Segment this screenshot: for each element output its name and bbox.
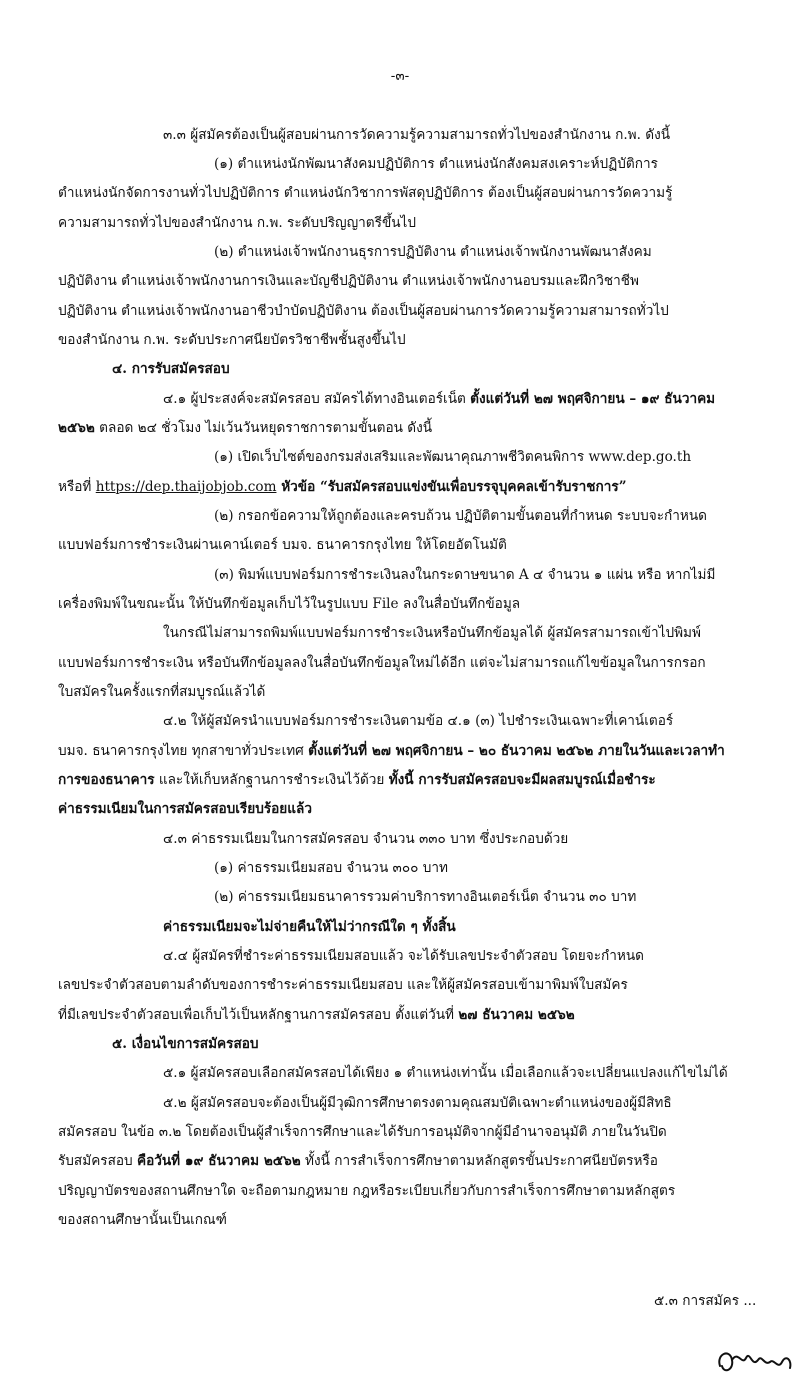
- paragraph-line: [58, 1150, 800, 1172]
- paragraph-line: แบบฟอร์มการชำระเงิน หรือบันทึกข้อมูลลงในสื่อบันทึกข้อมูลใหม่ได้อีก แต่จะไม่สามารถแก้ไขข้อมูลในการกรอก: [58, 655, 706, 671]
- text-bold: การของธนาคาร: [58, 772, 155, 788]
- paragraph-line: (๑) เปิดเว็บไซต์ของกรมส่งเสริมและพัฒนาคุณภาพชีวิตคนพิการ www.dep.go.th: [214, 449, 692, 465]
- website-link[interactable]: https://dep.thaijobjob.com: [95, 479, 277, 495]
- paragraph-line: เลขประจำตัวสอบตามลำดับของการชำระค่าธรรมเนียมสอบ และให้ผู้สมัครสอบเข้ามาพิมพ์ใบสมัคร: [58, 977, 628, 993]
- section-4-3-line: ๔.๓ ค่าธรรมเนียมในการสมัครสอบ จำนวน ๓๓๐ บาท ซึ่งประกอบด้วย: [163, 831, 569, 847]
- date-range-bold: ตั้งแต่วันที่ ๒๗ พฤศจิกายน – ๑๙ ธันวาคม: [470, 391, 716, 407]
- paragraph-line: สมัครสอบ ในข้อ ๓.๒ โดยต้องเป็นผู้สำเร็จการศึกษาและได้รับการอนุมัติจากผู้มีอำนาจอนุมัติ ภายในวันปิด: [58, 1124, 667, 1140]
- paragraph-line: (๑) ตำแหน่งนักพัฒนาสังคมปฏิบัติการ ตำแหน่งนักสังคมสงเคราะห์ปฏิบัติการ: [214, 156, 658, 172]
- paragraph-line: (๒) ตำแหน่งเจ้าพนักงานธุรการปฏิบัติงาน ตำแหน่งเจ้าพนักงานพัฒนาสังคม: [214, 244, 652, 260]
- paragraph-line: ตำแหน่งนักจัดการงานทั่วไปปฏิบัติการ ตำแหน่งนักวิชาการพัสดุปฏิบัติการ ต้องเป็นผู้สอบผ่านการวัดความรู้: [58, 185, 673, 201]
- page-number: -๓-: [390, 68, 410, 84]
- text-run: ที่มีเลขประจำตัวสอบเพื่อเก็บไว้เป็นหลักฐานการสมัครสอบ ตั้งแต่วันที่: [58, 1007, 459, 1023]
- paragraph-line: แบบฟอร์มการชำระเงินผ่านเคาน์เตอร์ บมจ. ธนาคารกรุงไทย ให้โดยอัตโนมัติ: [58, 537, 507, 553]
- paragraph-line: ของสำนักงาน ก.พ. ระดับประกาศนียบัตรวิชาชีพชั้นสูงขึ้นไป: [58, 332, 406, 348]
- section-5-1-line: ๕.๑ ผู้สมัครสอบเลือกสมัครสอบได้เพียง ๑ ตำแหน่งเท่านั้น เมื่อเลือกแล้วจะเปลี่ยนแปลงแก้ไขไม่ได้: [163, 1065, 728, 1081]
- section-5-heading: ๕. เงื่อนไขการสมัครสอบ: [112, 1036, 259, 1052]
- paragraph-line: [58, 1004, 800, 1026]
- paragraph-line: ปริญญาบัตรของสถานศึกษาใด จะถือตามกฎหมาย กฎหรือระเบียบเกี่ยวกับการสำเร็จการศึกษาตามหลักสูตร: [58, 1183, 676, 1199]
- paragraph-line: ในกรณีไม่สามารถพิมพ์แบบฟอร์มการชำระเงินหรือบันทึกข้อมูลได้ ผู้สมัครสามารถเข้าไปพิมพ์: [163, 625, 701, 641]
- date-range-bold: ตั้งแต่วันที่ ๒๗ พฤศจิกายน – ๒๐ ธันวาคม ๒๕๖๒ ภายในวันและเวลาทำ: [308, 743, 725, 759]
- section-4-4-line: ๔.๔ ผู้สมัครที่ชำระค่าธรรมเนียมสอบแล้ว จะได้รับเลขประจำตัวสอบ โดยจะกำหนด: [163, 948, 644, 964]
- text-bold: ทั้งนี้ การรับสมัครสอบจะมีผลสมบูรณ์เมื่อชำระ: [388, 772, 656, 788]
- section-4-1-line: [163, 388, 800, 410]
- topic-bold: หัวข้อ “รับสมัครสอบแข่งขันเพื่อบรรจุบุคคลเข้ารับราชการ”: [276, 479, 627, 495]
- paragraph-line: [58, 476, 800, 498]
- section-5-2-line: ๕.๒ ผู้สมัครสอบจะต้องเป็นผู้มีวุฒิการศึกษาตรงตามคุณสมบัติเฉพาะตำแหน่งของผู้มีสิทธิ: [163, 1095, 672, 1111]
- paragraph-line: ความสามารถทั่วไปของสำนักงาน ก.พ. ระดับปริญญาตรีขึ้นไป: [58, 215, 416, 231]
- fee-item: (๑) ค่าธรรมเนียมสอบ จำนวน ๓๐๐ บาท: [214, 860, 448, 876]
- paragraph-line: ค่าธรรมเนียมในการสมัครสอบเรียบร้อยแล้ว: [58, 801, 312, 817]
- text-run: บมจ. ธนาคารกรุงไทย ทุกสาขาทั่วประเทศ: [58, 743, 309, 759]
- paragraph-line: ปฏิบัติงาน ตำแหน่งเจ้าพนักงานอาชีวบำบัดปฏิบัติงาน ต้องเป็นผู้สอบผ่านการวัดความรู้ความสามารถทั่วไป: [58, 303, 669, 319]
- year-bold: ๒๕๖๒: [58, 420, 95, 436]
- date-bold: ๒๗ ธันวาคม ๒๕๖๒: [458, 1007, 575, 1023]
- signature-mark: [712, 1336, 796, 1380]
- text-run: ๔.๑ ผู้ประสงค์จะสมัครสอบ สมัครได้ทางอินเตอร์เน็ต: [163, 391, 471, 407]
- text-run: ทั้งนี้ การสำเร็จการศึกษาตามหลักสูตรขั้นประกาศนียบัตรหรือ: [300, 1153, 658, 1169]
- section-4-heading: ๔. การรับสมัครสอบ: [112, 361, 230, 377]
- text-run: และให้เก็บหลักฐานการชำระเงินไว้ด้วย: [154, 772, 389, 788]
- text-run: หรือที่: [58, 479, 96, 495]
- fee-item: (๒) ค่าธรรมเนียมธนาคารรวมค่าบริการทางอินเตอร์เน็ต จำนวน ๓๐ บาท: [214, 889, 637, 905]
- paragraph-line: (๓) พิมพ์แบบฟอร์มการชำระเงินลงในกระดาษขนาด A ๔ จำนวน ๑ แผ่น หรือ หากไม่มี: [214, 567, 716, 583]
- paragraph-line: เครื่องพิมพ์ในขณะนั้น ให้บันทึกข้อมูลเก็บไว้ในรูปแบบ File ลงในสื่อบันทึกข้อมูล: [58, 596, 521, 612]
- paragraph-line: ของสถานศึกษานั้นเป็นเกณฑ์: [58, 1212, 227, 1228]
- text-run: ตลอด ๒๔ ชั่วโมง ไม่เว้นวันหยุดราชการตามขั้นตอน ดังนี้: [94, 420, 433, 436]
- paragraph-line: [58, 769, 800, 791]
- paragraph-line: [58, 740, 800, 762]
- paragraph-line: [58, 417, 800, 439]
- paragraph-line: ปฏิบัติงาน ตำแหน่งเจ้าพนักงานการเงินและบัญชีปฏิบัติงาน ตำแหน่งเจ้าพนักงานอบรมและฝึกวิชาชีพ: [58, 273, 639, 289]
- section-3-3-heading: ๓.๓ ผู้สมัครต้องเป็นผู้สอบผ่านการวัดความรู้ความสามารถทั่วไปของสำนักงาน ก.พ. ดังนี้: [163, 127, 671, 143]
- paragraph-line: (๒) กรอกข้อความให้ถูกต้องและครบถ้วน ปฏิบัติตามขั้นตอนที่กำหนด ระบบจะกำหนด: [214, 508, 707, 524]
- section-4-2-line: ๔.๒ ให้ผู้สมัครนำแบบฟอร์มการชำระเงินตามข้อ ๔.๑ (๓) ไปชำระเงินเฉพาะที่เคาน์เตอร์: [163, 713, 674, 729]
- text-run: รับสมัครสอบ: [58, 1153, 137, 1169]
- paragraph-line: ใบสมัครในครั้งแรกที่สมบูรณ์แล้วได้: [58, 684, 266, 700]
- non-refundable-note: ค่าธรรมเนียมจะไม่จ่ายคืนให้ไม่ว่ากรณีใด ๆ ทั้งสิ้น: [163, 919, 456, 935]
- continuation-note: ๕.๓ การสมัคร ...: [654, 1293, 757, 1309]
- date-bold: คือวันที่ ๑๙ ธันวาคม ๒๕๖๒: [137, 1153, 301, 1169]
